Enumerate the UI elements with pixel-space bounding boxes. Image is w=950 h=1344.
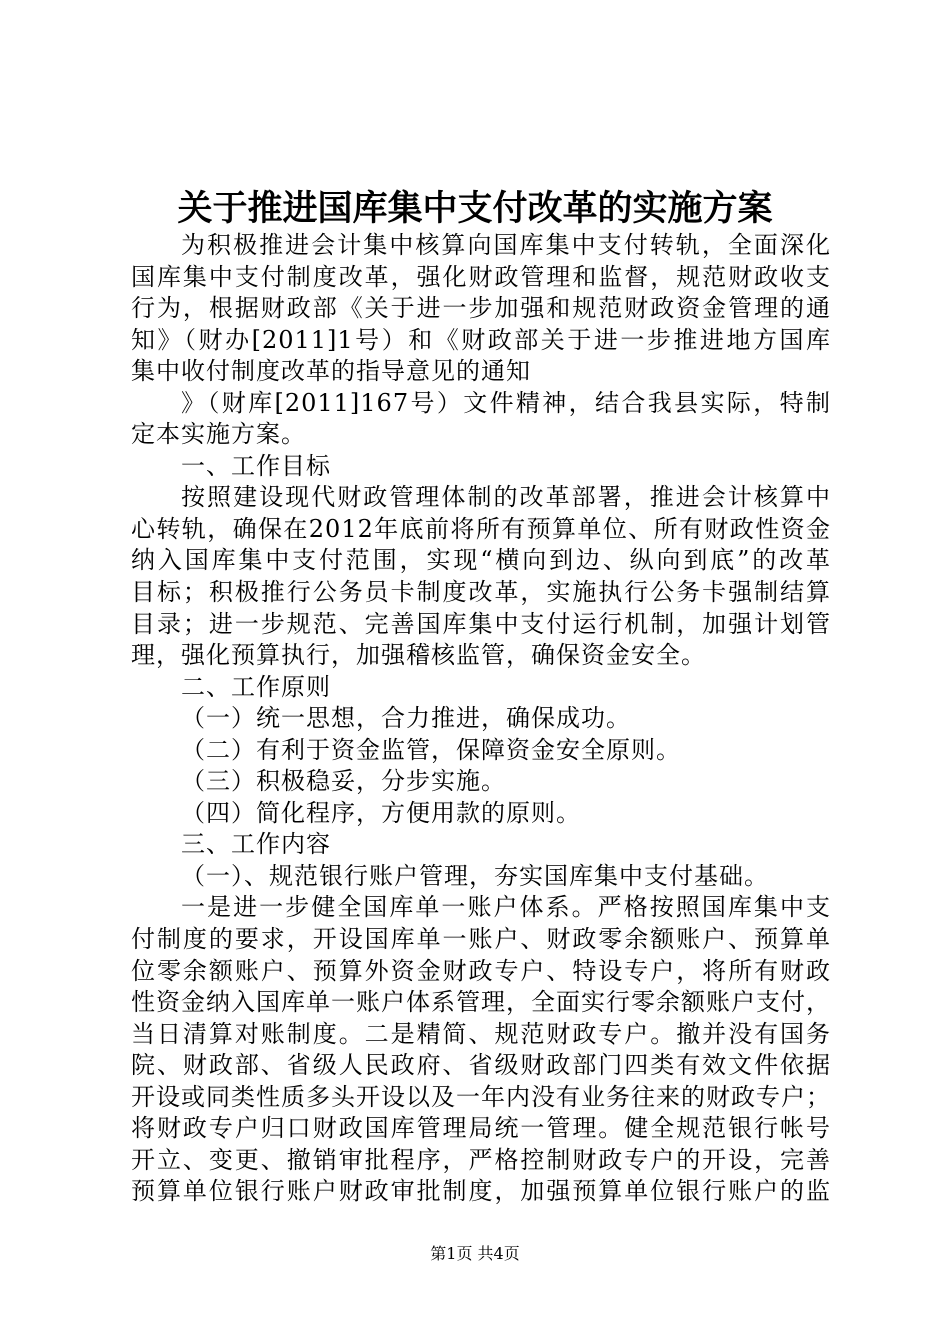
document-body xyxy=(131,230,831,1208)
text-line: 付制度的要求，开设国库单一账户、财政零余额账户、预算单 xyxy=(131,925,831,954)
text-line: 集中收付制度改革的指导意见的通知 xyxy=(131,357,531,386)
text-line: 目标；积极推行公务员卡制度改革，实施执行公务卡强制结算 xyxy=(131,578,831,607)
text-line: 预算单位银行账户财政审批制度，加强预算单位银行账户的监 xyxy=(131,1177,831,1206)
text-line: 按照建设现代财政管理体制的改革部署，推进会计核算中 xyxy=(181,483,831,512)
text-line: 位零余额账户、预算外资金财政专户、特设专户，将所有财政 xyxy=(131,956,831,985)
list-item: （二）有利于资金监管，保障资金安全原则。 xyxy=(181,735,681,764)
text-line: 知》（财办[2011]1号）和《财政部关于进一步推进地方国库 xyxy=(131,325,831,354)
text-line: 理，强化预算执行，加强稽核监管，确保资金安全。 xyxy=(131,641,706,670)
section-heading: 三、工作内容 xyxy=(181,830,331,859)
page-number-footer: 第1页 共4页 xyxy=(430,1244,520,1263)
text-line: 将财政专户归口财政国库管理局统一管理。健全规范银行帐号 xyxy=(131,1114,831,1143)
section-heading: 二、工作原则 xyxy=(181,672,331,701)
list-item: （四）简化程序，方便用款的原则。 xyxy=(181,798,581,827)
text-line: 一是进一步健全国库单一账户体系。严格按照国库集中支 xyxy=(181,893,831,922)
text-line: 当日清算对账制度。二是精简、规范财政专户。撤并没有国务 xyxy=(131,1019,831,1048)
text-line: 心转轨，确保在2012年底前将所有预算单位、所有财政性资金 xyxy=(131,514,831,543)
text-line: 为积极推进会计集中核算向国库集中支付转轨，全面深化 xyxy=(181,231,831,259)
text-line: 纳入国库集中支付范围，实现“横向到边、纵向到底”的改革 xyxy=(131,546,831,575)
text-line: 性资金纳入国库单一账户体系管理，全面实行零余额账户支付， xyxy=(131,988,831,1017)
text-line: 国库集中支付制度改革，强化财政管理和监督，规范财政收支 xyxy=(131,262,831,291)
text-line: 目录；进一步规范、完善国库集中支付运行机制，加强计划管 xyxy=(131,609,831,638)
text-line: 》（财库[2011]167号）文件精神，结合我县实际，特制 xyxy=(181,388,831,417)
list-item: （一）统一思想，合力推进，确保成功。 xyxy=(181,704,631,733)
list-item: （三）积极稳妥，分步实施。 xyxy=(181,767,506,796)
text-line: 院、财政部、省级人民政府、省级财政部门四类有效文件依据 xyxy=(131,1051,831,1080)
section-heading: 一、工作目标 xyxy=(181,451,331,480)
text-line: 行为，根据财政部《关于进一步加强和规范财政资金管理的通 xyxy=(131,294,831,323)
text-line: 开设或同类性质多头开设以及一年内没有业务往来的财政专户； xyxy=(131,1082,831,1111)
text-line: 定本实施方案。 xyxy=(131,420,306,449)
document-title: 关于推进国库集中支付改革的实施方案 xyxy=(177,188,773,229)
list-item: （一）、规范银行账户管理，夯实国库集中支付基础。 xyxy=(181,861,769,890)
text-line: 开立、变更、撤销审批程序，严格控制财政专户的开设，完善 xyxy=(131,1145,831,1174)
